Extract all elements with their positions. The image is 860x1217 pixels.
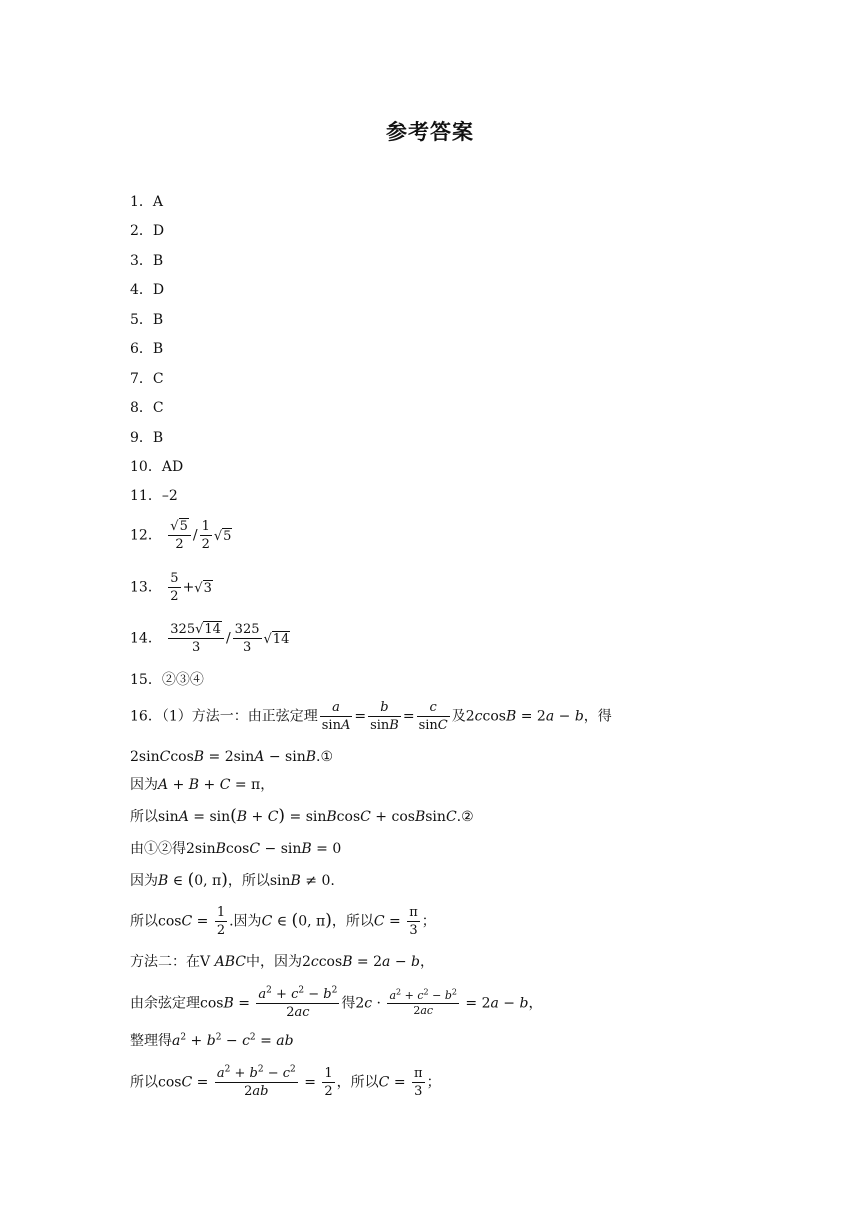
answer-number: 3． — [130, 253, 153, 269]
answer-item — [130, 427, 163, 447]
answer-value: C — [152, 371, 164, 387]
answer-number: 4． — [130, 282, 153, 298]
answer-number: 10． — [130, 459, 162, 475]
answer-number: 1． — [130, 194, 153, 210]
answer-value: C — [152, 400, 164, 416]
q16-line-4: 所以sinA = sin(B + C) = sinBcosC + cosBsinC.② — [130, 806, 474, 826]
answer-value: D — [152, 223, 165, 239]
answer-number: 2． — [130, 223, 153, 239]
answer-value: –2 — [161, 488, 178, 504]
q16-line-2: 2sinCcosB = 2sinA − sinB.① — [130, 749, 334, 765]
answer-item — [130, 220, 164, 240]
answer-14: 14． $\frac{325√14}{3}$ / $\frac{325}{3}$ √14 — [130, 622, 290, 655]
q16-line-6: 因为B ∈ (0, π)，所以sinB ≠ 0. — [130, 870, 335, 890]
answer-item — [130, 397, 164, 417]
answer-value: B — [152, 312, 164, 328]
fraction: $\frac{1}{2}$ — [201, 519, 210, 552]
answer-number: 6． — [130, 341, 153, 357]
answer-number: 5． — [130, 312, 153, 328]
q16-line-11: 所以cosC = $\frac{a^2 + b^2 - c^2}{2ab}$ = $\frac{1}{2}$ ，所以C = $\frac{\pi}{3}$ ； — [130, 1064, 441, 1099]
answer-number: 7． — [130, 371, 153, 387]
answer-13: 13． $\frac{5}{2}$ +√3 — [130, 571, 212, 604]
answer-number: 11． — [130, 488, 162, 504]
answer-value: B — [152, 253, 164, 269]
q16-line-10: 整理得$a^2 + b^2 - c^2$ = ab — [130, 1032, 294, 1049]
q16-line-8: 方法二：在V ABC中，因为2ccosB = 2a − b， — [130, 954, 434, 970]
answer-value: B — [152, 341, 164, 357]
fraction: $\frac{325√14}{3}$ — [168, 621, 224, 656]
q16-line-9: 由余弦定理cosB = $\frac{a^2 + c^2 - b^2}{2ac}$ 得2c · $\frac{a^2 + c^2 - b^2}{2ac}$ = 2a − b， — [130, 985, 543, 1020]
answer-item — [130, 485, 178, 505]
answer-item — [130, 368, 164, 388]
q16-line-5: 由①②得2sinBcosC − sinB = 0 — [130, 841, 342, 857]
answer-item — [130, 250, 163, 270]
fraction: $\frac{5}{2}$ — [170, 571, 179, 604]
answer-value: B — [152, 430, 164, 446]
answer-item — [130, 191, 163, 211]
answer-item — [130, 279, 164, 299]
answer-number: 9． — [130, 430, 153, 446]
answer-item — [130, 309, 163, 329]
answer-15: 15．②③④ — [130, 672, 204, 688]
answer-value: A — [152, 194, 164, 210]
answer-number: 8． — [130, 400, 153, 416]
answer-item — [130, 456, 183, 476]
answer-12: 12． $\frac{√5}{2}$ / $\frac{1}{2}$ √5 — [130, 519, 232, 552]
fraction: $\frac{325}{3}$ — [234, 622, 260, 655]
answer-item — [130, 338, 163, 358]
q16-line-3: 因为A + B + C = π， — [130, 777, 275, 793]
page-title: 参考答案 — [386, 119, 474, 144]
answer-value: AD — [161, 459, 184, 475]
q16-line-7: 所以cosC = $\frac{1}{2}$ .因为C ∈ (0, π)，所以C = $\frac{\pi}{3}$ ； — [130, 905, 436, 938]
q16-line-1: 16．（1）方法一：由正弦定理 $\frac{a}{\sin A}$ = $\frac{b}{\sin B}$ = $\frac{c}{\sin C}$ 及2ccosB = 2a − b，得 — [130, 700, 612, 733]
fraction: $\frac{√5}{2}$ — [168, 518, 191, 553]
answer-value: D — [152, 282, 165, 298]
